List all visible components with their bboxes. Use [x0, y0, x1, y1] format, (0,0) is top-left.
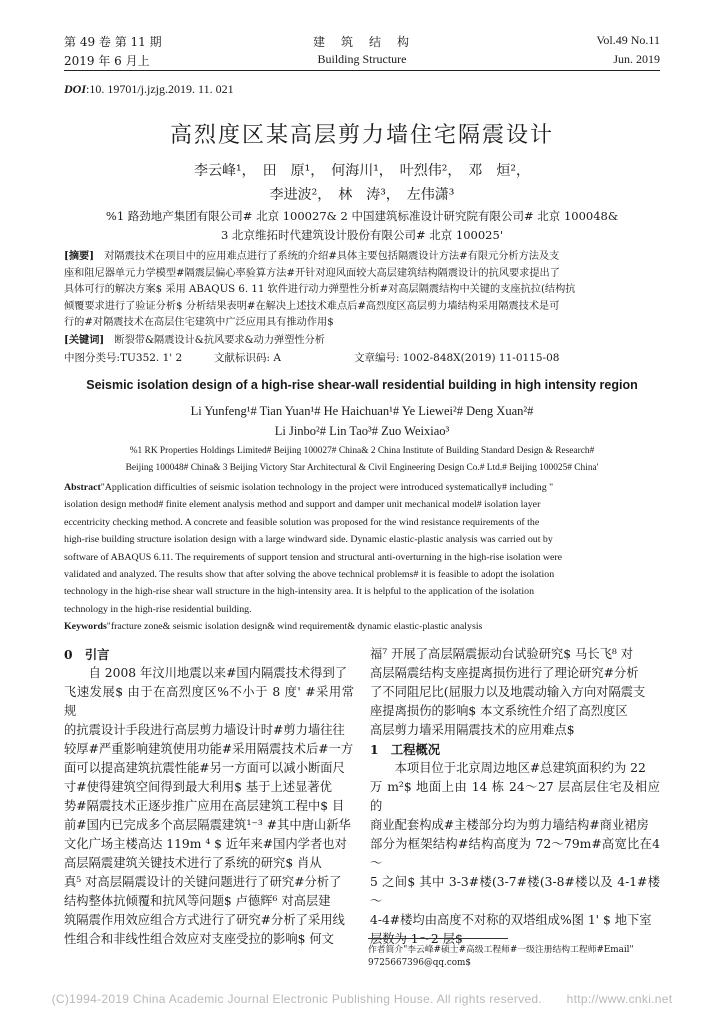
- body-line: 寸#使得建筑空间得到最大利用$ 基于上述显著优: [64, 780, 332, 794]
- abstract-cn-line: 对隔震技术在项目中的应用难点进行了系统的介绍#具体主要包括隔震设计方法#有限元分析方法及支: [104, 251, 560, 262]
- abstract-en: [64, 479, 660, 636]
- affiliation-en-line1: %1 RK Properties Holdings Limited# Beijing 100027# China& 2 China Institute of Building Standard Design & Research#: [129, 446, 595, 456]
- document-code: 文献标识码: A: [214, 352, 281, 364]
- clc-number: 中图分类号:TU352. 1' 2: [64, 352, 183, 364]
- journal-name-cn: 建 筑 结 构: [312, 35, 411, 49]
- body-right-column: [370, 645, 660, 949]
- body-line: 高层隔震结构支座提离损伤进行了理论研究#分析: [370, 666, 639, 680]
- journal-date: 2019 年 6 月上: [64, 54, 150, 68]
- authors-en-line1: Li Yunfeng¹# Tian Yuan¹# He Haichuan¹# Ye Liewei²# Deng Xuan²#: [190, 404, 534, 418]
- cnki-watermark: (C)1994-2019 China Academic Journal Electronic Publishing House. All rights reserved. http://www.cnki.net: [51, 992, 673, 1006]
- keywords-cn-label: [关键词]: [64, 333, 105, 346]
- paper-title-en: Seismic isolation design of a high-rise shear-wall residential building in high intensity region: [86, 378, 638, 392]
- body-line: 福⁷ 开展了高层隔震振动台试验研究$ 马长飞⁸ 对: [370, 647, 634, 661]
- abstract-en-line: isolation design method# finite element analysis method and support and damper unit mechanical model# isolation layer: [64, 499, 541, 511]
- header-rule: [64, 70, 660, 71]
- body-line: 部分为框架结构#结构高度为 72～79m#高宽比在4～: [370, 837, 660, 870]
- body-line: 飞速发展$ 由于在高烈度区%不小于 8 度' #采用常规: [64, 685, 354, 718]
- keywords-en: "fracture zone& seismic isolation design& wind requirement& dynamic elastic-plastic analysis: [106, 621, 483, 633]
- article-number: 文章编号: 1002-848X(2019) 11-0115-08: [354, 352, 560, 364]
- body-line: 文化广场主楼高达 119m ⁴ $ 近年来#国内学者也对: [64, 837, 347, 851]
- keywords-en-label: Keywords: [64, 621, 107, 633]
- journal-name-en: Building Structure: [317, 52, 407, 66]
- body-line: 筑隔震作用效应组合方式进行了研究#分析了采用线: [64, 913, 345, 927]
- abstract-en-line: eccentricity checking method. A concrete and feasible solution was proposed for the wind resistance requirements of the: [64, 516, 540, 528]
- body-line: 万 m²$ 地面上由 14 栋 24～27 层高层住宅及相应的: [370, 780, 660, 813]
- paper-title: 高烈度区某高层剪力墙住宅隔震设计: [169, 123, 554, 148]
- body-line: 的抗震设计手段进行高层剪力墙设计时#剪力墙往往: [64, 723, 345, 737]
- abstract-cn-line: 具体可行的解决方案$ 采用 ABAQUS 6. 11 软件进行动力弹塑性分析#对高层隔震结构中关键的支座抗拉(结构抗: [64, 284, 576, 296]
- doi-value: :10. 19701/j.jzjg.2019. 11. 021: [86, 82, 234, 96]
- footnote-line: 9725667396@qq.com$: [368, 958, 471, 968]
- abstract-cn-line: 倾覆要求进行了验证分析$ 分析结果表明#在解决上述技术难点后#高烈度区高层剪力墙结构采用隔震技术是可: [64, 300, 560, 312]
- body-line: 较厚#严重影响建筑使用功能#采用隔震技术后#一方: [64, 742, 354, 756]
- abstract-cn-label: [摘要]: [64, 250, 95, 262]
- doi: [64, 82, 234, 97]
- body-line: 面可以提高建筑抗震性能#另一方面可以减小断面尺: [64, 761, 345, 775]
- body-line: 了不同阻尼比(屈服力以及地震动输入方向对隔震支: [370, 685, 646, 699]
- journal-volume: 第 49 卷 第 11 期: [64, 35, 162, 49]
- abstract-en-line: validated and analyzed. The results show that after solving the above technical problems# it is feasible to adopt the isolation: [64, 569, 555, 581]
- section-heading-intro: 0 引言: [64, 647, 110, 662]
- abstract-en-line: software of ABAQUS 6.11. The requirements of support tension and structural anti-overturning in the high-rise isolation were: [64, 551, 563, 563]
- body-line: 本项目位于北京周边地区#总建筑面积约为 22: [394, 761, 646, 775]
- footnote: [368, 944, 660, 970]
- authors-cn-line1: 李云峰¹， 田 原¹， 何海川¹， 叶烈伟²， 邓 烜²，: [193, 163, 531, 179]
- body-line: 5 之间$ 其中 3-3#楼(3-7#楼(3-8#楼以及 4-1#楼～: [370, 875, 660, 908]
- body-left-column: [64, 645, 354, 949]
- doi-label: DOI: [64, 82, 87, 96]
- body-line: 高层隔震建筑关键技术进行了系统的研究$ 肖从: [64, 856, 322, 870]
- body-line: 结构整体抗倾覆和抗风等问题$ 卢德辉⁶ 对高层建: [64, 894, 331, 908]
- body-line: 势#隔震技术正逐步推广应用在高层建筑工程中$ 目: [64, 799, 345, 813]
- affiliation-cn-line2: 3 北京维拓时代建筑设计股份有限公司# 北京 100025': [221, 228, 503, 242]
- abstract-cn-line: 行的#对隔震技术在高层住宅建筑中广泛应用具有推动作用$: [64, 317, 334, 329]
- authors-en-line2: Li Jinbo²# Lin Tao³# Zuo Weixiao³: [274, 424, 450, 438]
- body-line: 商业配套构成#主楼部分均为剪力墙结构#商业裙房: [370, 818, 649, 832]
- abstract-en-line: technology in the high-rise residential building.: [64, 603, 252, 615]
- abstract-cn-line: 座和阻尼器单元力学模型#隔震层偏心率验算方法#开针对迎风面较大高层建筑结构隔震设计的抗风要求提出了: [64, 267, 560, 279]
- abstract-cn: [64, 248, 660, 350]
- journal-volume-en: Vol.49 No.11: [596, 33, 660, 47]
- abstract-en-line: high-rise building structure isolation design with a large windward side. Dynamic elastic-plastic analysis was carried out by: [64, 534, 553, 546]
- affiliation-en-line2: Beijing 100048# China& 3 Beijing Victory Star Architectural & Civil Engineering Design Co.# Ltd.# Beijing 100025# China': [125, 463, 599, 473]
- body-line: 4-4#楼均由高度不对称的双塔组成%图 1' $ 地下室: [370, 913, 652, 927]
- abstract-en-label: Abstract: [64, 482, 101, 493]
- body-line: 性组合和非线性组合效应对支座受拉的影响$ 何文: [64, 932, 334, 946]
- body-line: 前#国内已完成多个高层隔震建筑¹⁻³ #其中唐山新华: [64, 818, 351, 832]
- body-line: 真⁵ 对高层隔震设计的关键问题进行了研究#分析了: [64, 875, 342, 889]
- body-line: 高层剪力墙采用隔震技术的应用难点$: [370, 723, 575, 737]
- footnote-rule: [368, 938, 508, 939]
- abstract-en-line: technology in the high-rise shear wall structure in the high-intensity area. It is helpful to the application of the isolation: [64, 586, 535, 598]
- footnote-line: 作者简介"李云峰#硕士#高级工程师#一级注册结构工程师#Email": [368, 945, 634, 955]
- affiliation-cn-line1: %1 路劲地产集团有限公司# 北京 100027& 2 中国建筑标准设计研究院有限公司# 北京 100048&: [105, 209, 619, 223]
- abstract-en-line: "Application difficulties of seismic isolation technology in the project were introduced systematically# including ": [100, 482, 554, 493]
- authors-cn-line2: 李进波²， 林 涛³， 左伟潇³: [269, 187, 455, 203]
- journal-date-en: Jun. 2019: [613, 52, 660, 66]
- keywords-cn: 断裂带&隔震设计&抗风要求&动力弹塑性分析: [114, 334, 325, 346]
- body-line: 座提离损伤的影响$ 本文系统性介绍了高烈度区: [370, 704, 628, 718]
- section-heading-overview: 1 工程概况: [370, 742, 441, 757]
- body-line: 层数为 1～2 层$: [370, 932, 463, 946]
- body-line: 自 2008 年汶川地震以来#国内隔震技术得到了: [88, 666, 348, 680]
